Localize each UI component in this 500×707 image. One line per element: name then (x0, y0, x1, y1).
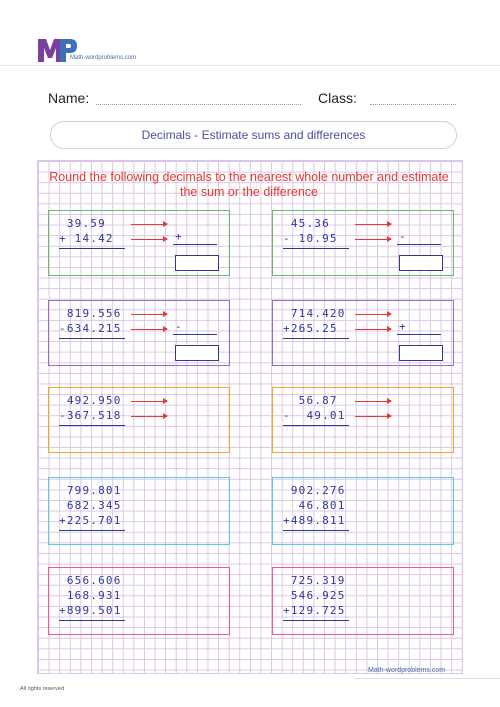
class-field[interactable] (370, 94, 456, 105)
instructions (37, 170, 461, 200)
problem-5-rounding-arrow (131, 401, 167, 402)
problem-box-4 (272, 300, 454, 366)
problem-1-line2: + 14.42 (59, 232, 114, 245)
problem-10-underline (283, 620, 349, 621)
instruction-line-1: Round the following decimals to the nearest whole number and estimate (49, 170, 449, 184)
problem-4-line1: 714.420 (283, 307, 346, 320)
problem-1-line1: 39.59 (59, 217, 106, 230)
problem-3-rounding-arrow (131, 314, 167, 315)
instruction-line-2: the sum or the difference (179, 185, 319, 199)
problem-2-rounding-arrow (355, 224, 391, 225)
problem-7-underline (59, 530, 125, 531)
worksheet-title: Decimals - Estimate sums and differences (50, 121, 457, 149)
problem-1-operator: + (175, 230, 182, 243)
problem-9-line3: +899.501 (59, 604, 122, 617)
problem-3-line1: 819.556 (59, 307, 122, 320)
problem-5-underline (59, 425, 125, 426)
problem-box-1 (48, 210, 230, 276)
problem-1-answer-box[interactable] (175, 255, 219, 271)
problem-3-line2: -634.215 (59, 322, 122, 335)
problem-4-estimate-underline (397, 334, 441, 335)
problem-5-line2: -367.518 (59, 409, 122, 422)
problem-8-line3: +489.811 (283, 514, 346, 527)
header-divider (0, 65, 500, 66)
problem-5-line1: 492.950 (59, 394, 122, 407)
problem-5-rounding-arrow (131, 416, 167, 417)
logo-site-text: Math-wordproblems.com (70, 55, 137, 61)
problem-2-answer-box[interactable] (399, 255, 443, 271)
problem-3-underline (59, 338, 125, 339)
problem-9-line1: 656.606 (59, 574, 122, 587)
problem-2-estimate-underline (397, 244, 441, 245)
problem-1-underline (59, 248, 125, 249)
problem-1-rounding-arrow (131, 224, 167, 225)
problem-box-10 (272, 567, 454, 635)
problem-8-line1: 902.276 (283, 484, 346, 497)
problem-10-line2: 546.925 (283, 589, 346, 602)
problem-box-7 (48, 477, 230, 545)
problem-6-underline (283, 425, 349, 426)
problem-box-9 (48, 567, 230, 635)
problem-6-line2: - 49.01 (283, 409, 346, 422)
problem-2-rounding-arrow (355, 239, 391, 240)
problem-7-line2: 682.345 (59, 499, 122, 512)
footer-site: Math-wordproblems.com (368, 667, 446, 674)
class-label: Class: (318, 90, 357, 106)
problem-box-5 (48, 387, 230, 453)
problem-4-rounding-arrow (355, 329, 391, 330)
problem-box-8 (272, 477, 454, 545)
problem-2-line2: - 10.95 (283, 232, 338, 245)
problem-4-operator: + (399, 320, 406, 333)
problem-8-underline (283, 530, 349, 531)
problem-box-3 (48, 300, 230, 366)
problem-8-line2: 46.801 (283, 499, 346, 512)
problem-box-6 (272, 387, 454, 453)
problem-10-line3: +129.725 (283, 604, 346, 617)
problem-4-line2: +265.25 (283, 322, 338, 335)
problem-3-answer-box[interactable] (175, 345, 219, 361)
problem-1-estimate-underline (173, 244, 217, 245)
problem-4-underline (283, 338, 349, 339)
problem-2-line1: 45.36 (283, 217, 330, 230)
problem-3-rounding-arrow (131, 329, 167, 330)
problem-7-line3: +225.701 (59, 514, 122, 527)
problem-4-rounding-arrow (355, 314, 391, 315)
problem-6-rounding-arrow (355, 401, 391, 402)
problem-9-underline (59, 620, 125, 621)
problem-6-rounding-arrow (355, 416, 391, 417)
footer-rights: All rights reserved (20, 686, 65, 692)
problem-3-operator: - (175, 320, 182, 333)
problem-4-answer-box[interactable] (399, 345, 443, 361)
problem-7-line1: 799.801 (59, 484, 122, 497)
problem-6-line1: 56.87 (283, 394, 338, 407)
problem-2-underline (283, 248, 349, 249)
problem-box-2 (272, 210, 454, 276)
problem-2-operator: - (399, 230, 406, 243)
problem-3-estimate-underline (173, 334, 217, 335)
problem-10-line1: 725.319 (283, 574, 346, 587)
name-field[interactable] (96, 94, 301, 105)
name-label: Name: (48, 90, 90, 106)
footer-divider (355, 678, 500, 679)
problem-1-rounding-arrow (131, 239, 167, 240)
problem-9-line2: 168.931 (59, 589, 122, 602)
